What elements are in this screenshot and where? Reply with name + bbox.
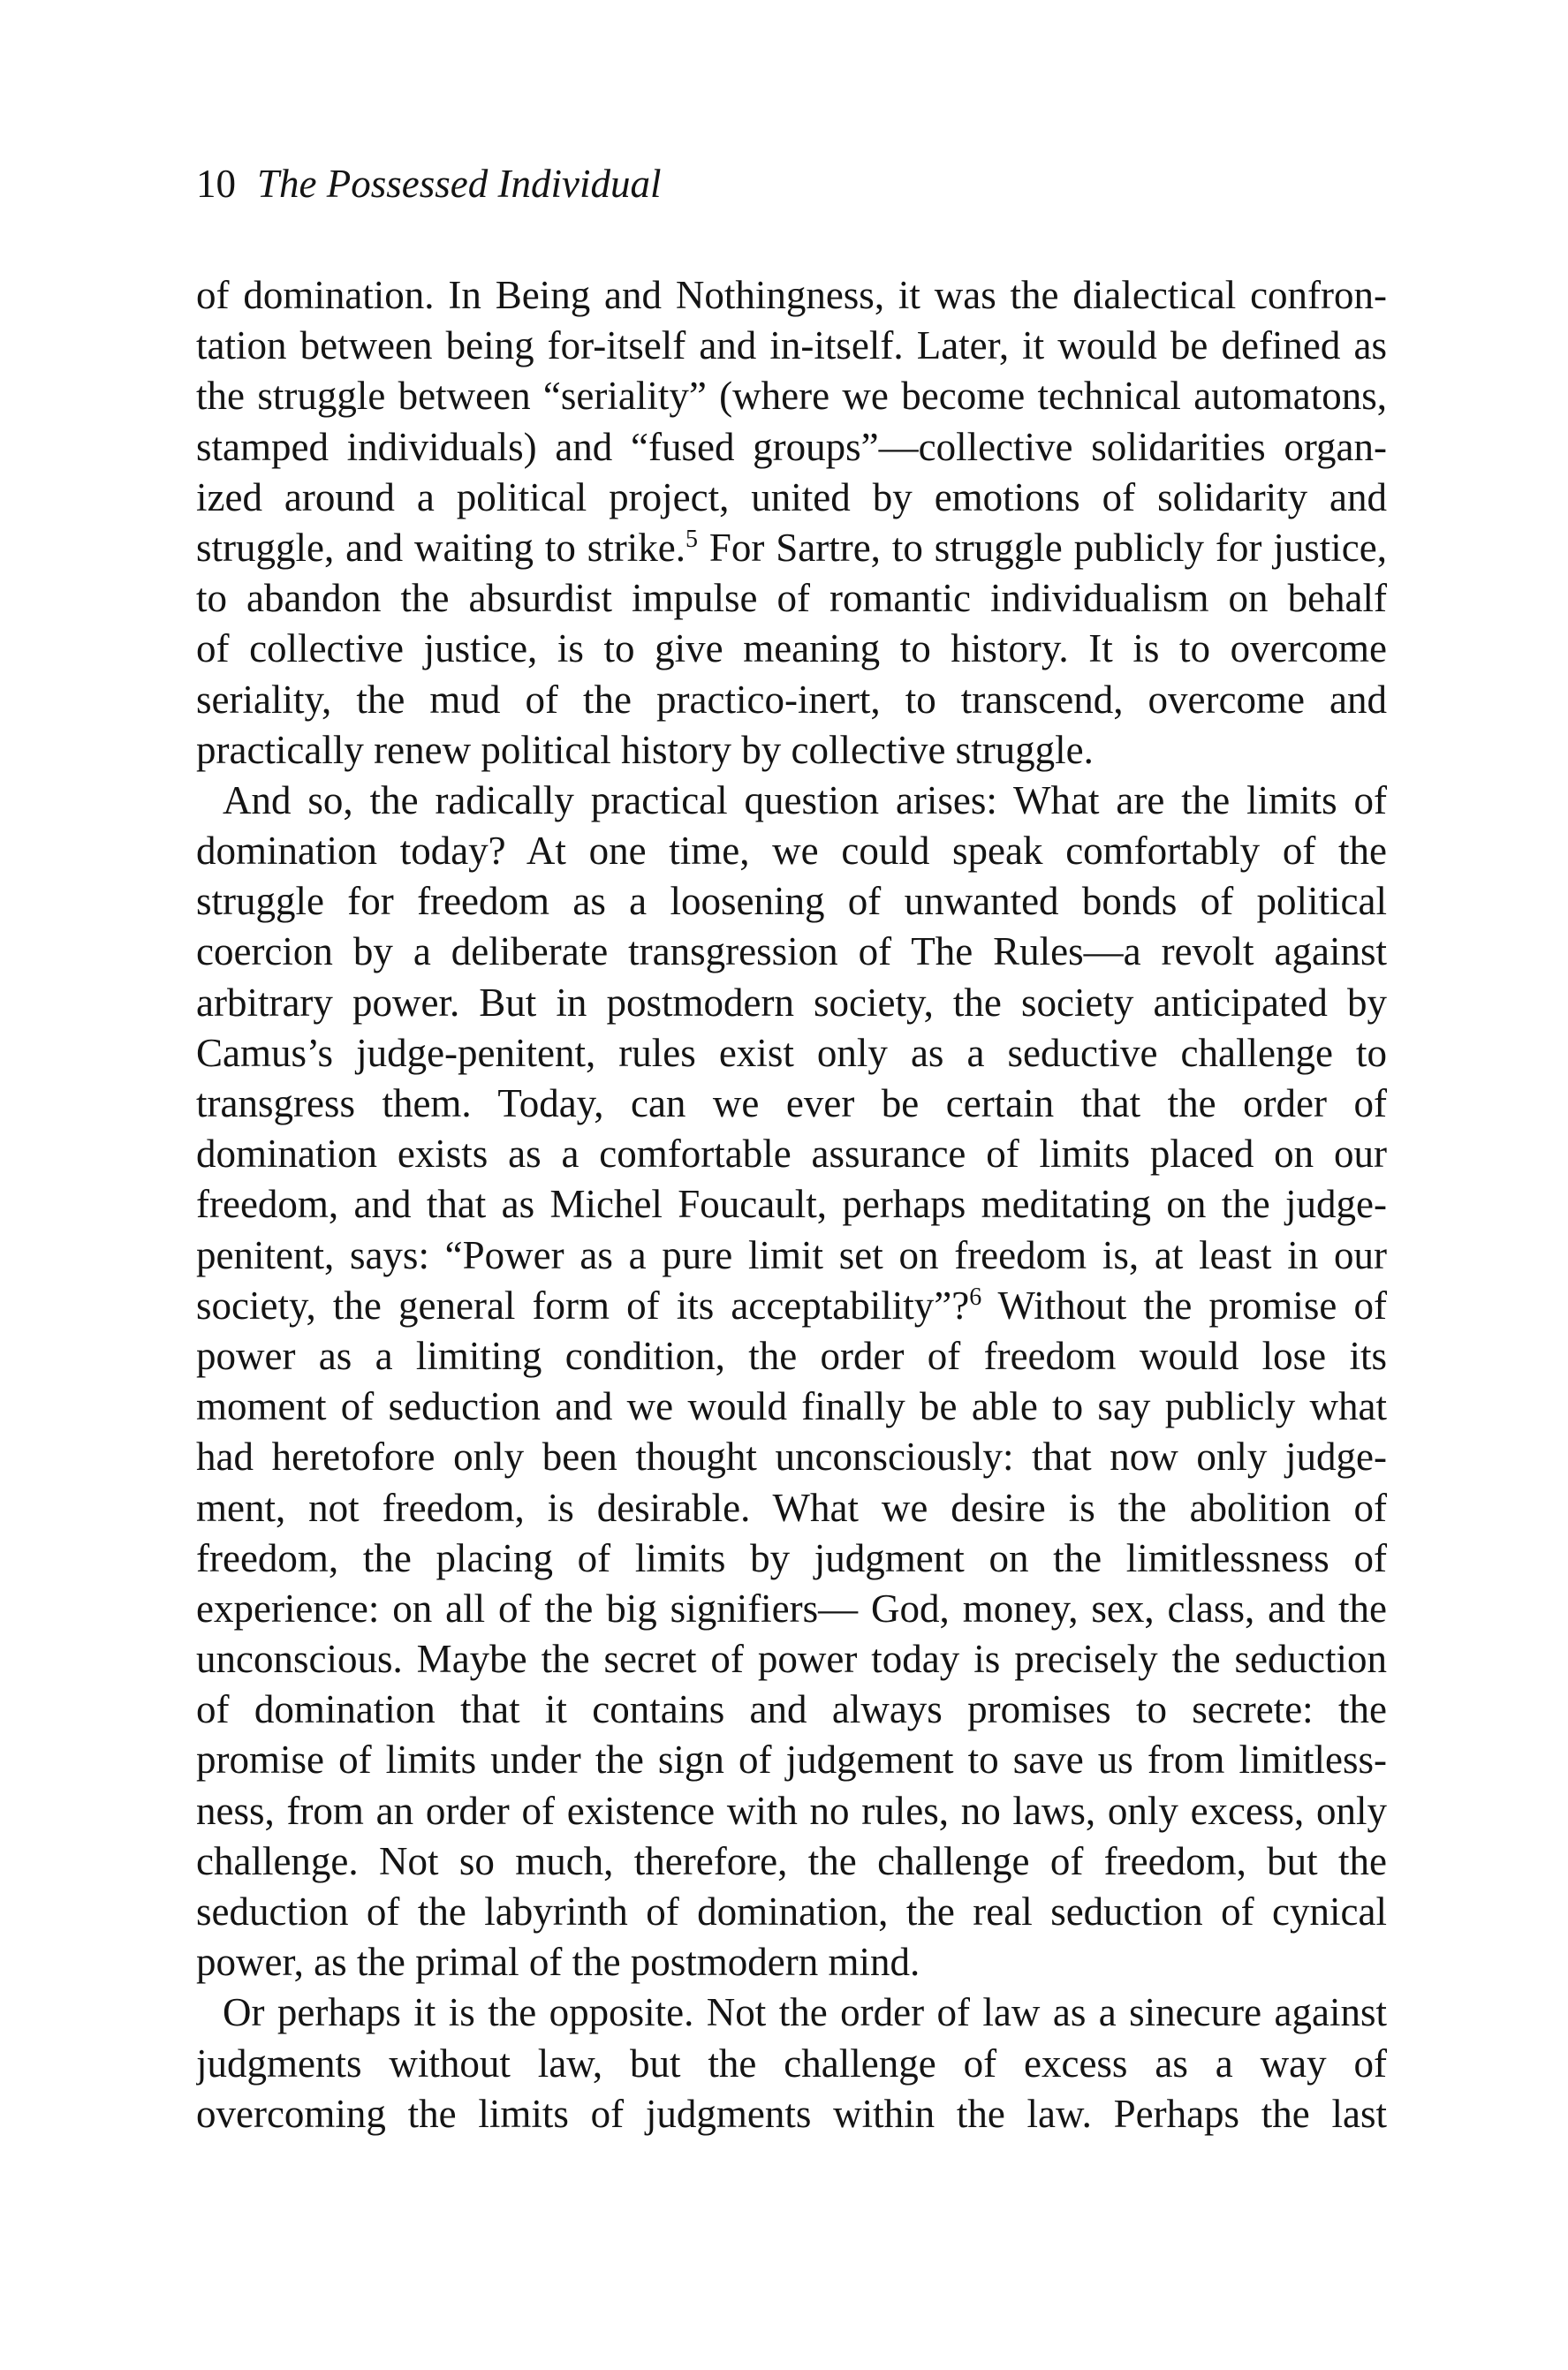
text-line: coercion by a deliberate transgression of The Rules—a revolt against [196,929,1387,974]
text-line: power, as the primal of the postmodern mind. [196,1940,920,1985]
text-line: judgments without law, but the challenge of excess as a way of [196,2041,1387,2086]
text-line: to abandon the absurdist impulse of romantic individualism on behalf [196,576,1387,621]
footnote-ref-5: 5 [685,525,698,553]
text-line: Camus’s judge-penitent, rules exist only as a seductive challenge to [196,1030,1387,1075]
text-line: seriality, the mud of the practico-inert, to transcend, overcome and [196,677,1387,722]
text-line: freedom, the placing of limits by judgment on the limitlessness of [196,1535,1387,1580]
text-fragment: For Sartre, to struggle publicly for justice, [708,525,1387,570]
text-line: unconscious. Maybe the secret of power today is precisely the seduction [196,1637,1387,1682]
text-line: transgress them. Today, can we ever be certain that the order of [196,1081,1387,1125]
text-line: challenge. Not so much, therefore, the challenge of freedom, but the [196,1838,1387,1883]
text-line: seduction of the labyrinth of domination, the real seduction of cynical [196,1889,1387,1934]
text-line: stamped individuals) and “fused groups”—collective solidarities organ- [196,424,1387,469]
text-line: of domination that it contains and always promises to secrete: the [196,1687,1387,1732]
text-line: penitent, says: “Power as a pure limit set on freedom is, at least in our [196,1232,1387,1277]
text-line: struggle for freedom as a loosening of unwanted bonds of political [196,879,1387,924]
text-line: arbitrary power. But in postmodern society, the society anticipated by [196,980,1387,1025]
text-line: ized around a political project, united by emotions of solidarity and [196,474,1387,519]
text-line: power as a limiting condition, the order of freedom would lose its [196,1333,1387,1378]
text-line: moment of seduction and we would finally be able to say publicly what [196,1384,1387,1429]
running-head [196,157,661,210]
text-line-with-footnote [196,523,1387,573]
body-text [196,270,1387,2139]
footnote-ref-6: 6 [969,1283,982,1311]
text-line: of collective justice, is to give meaning to history. It is to overcome [196,626,1387,671]
text-line: domination exists as a comfortable assurance of limits placed on our [196,1132,1387,1177]
text-line: overcoming the limits of judgments within the law. Perhaps the last [196,2091,1387,2136]
text-line: freedom, and that as Michel Foucault, perhaps meditating on the judge- [196,1182,1387,1227]
text-line: tation between being for-itself and in-itself. Later, it would be defined as [196,323,1387,368]
text-line: practically renew political history by collective struggle. [196,727,1094,772]
page-number: 10 [196,162,236,206]
running-title: The Possessed Individual [257,162,662,206]
text-fragment: Without the promise of [997,1283,1387,1328]
text-line: the struggle between “seriality” (where we become technical automatons, [196,374,1387,419]
text-line: domination today? At one time, we could speak comfortably of the [196,829,1387,874]
text-line: experience: on all of the big signifiers— God, money, sex, class, and the [196,1586,1387,1631]
text-line: ness, from an order of existence with no rules, no laws, only excess, only [196,1788,1387,1833]
text-line: of domination. In Being and Nothingness, it was the dialectical confron- [196,273,1387,317]
text-fragment: society, the general form of its acceptability”? [196,1283,970,1328]
text-line-with-footnote [196,1281,1387,1331]
text-line-paragraph-start: Or perhaps it is the opposite. Not the order of law as a sinecure against [223,1990,1387,2035]
text-line: ment, not freedom, is desirable. What we desire is the abolition of [196,1485,1387,1530]
text-line: promise of limits under the sign of judgement to save us from limitless- [196,1738,1387,1783]
text-fragment: struggle, and waiting to strike. [196,525,686,570]
text-line-paragraph-start: And so, the radically practical question arises: What are the limits of [223,777,1387,822]
text-line: had heretofore only been thought unconsciously: that now only judge- [196,1435,1387,1480]
